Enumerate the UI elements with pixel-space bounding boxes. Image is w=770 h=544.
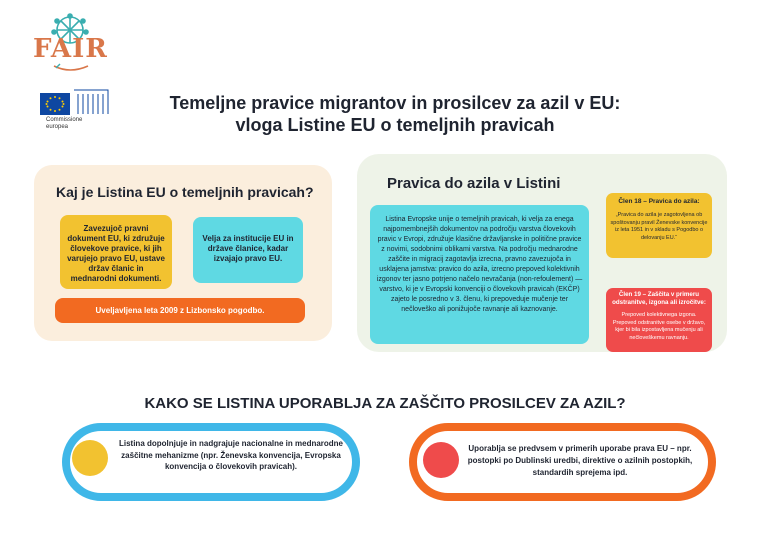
page-title-line1: Temeljne pravice migrantov in prosilcev za azil v EU: [169,93,621,113]
applies-to-card: Velja za institucije EU in države članice, kadar izvajajo pravo EU. [193,217,303,283]
article-19-card [606,288,712,352]
ec-caption [46,117,82,131]
article-18-card [606,193,712,258]
article-18-title: Člen 18 – Pravica do azila: [618,198,700,205]
page-title-line2: vloga Listine EU o temeljnih pravicah [235,115,555,135]
article-19-text: Prepoved kolektivnega izgona. Prepoved odstranitve osebe v državo, kjer bi bila izpostavljena mučenju ali nečloveškemu ravnanju. [612,312,706,341]
charter-definition-title: Kaj je Listina EU o temeljnih pravicah? [56,184,314,200]
page-title [140,92,650,136]
binding-document-card: Zavezujoč pravni dokument EU, ki združuje človekove pravice, ki jih varujejo pravo EU, ustave držav članic in mednarodni dokumenti. [60,215,172,289]
article-19-title: Člen 19 – Zaščita v primeru odstranitve, izgona ali izročitve: [612,291,706,306]
ec-caption-line2: europea [46,124,69,130]
lisbon-treaty-bar: Uveljavljena leta 2009 z Lizbonsko pogodbo. [55,298,305,323]
red-dot-icon [423,442,459,478]
yellow-dot-icon [72,440,108,476]
right-to-asylum-title: Pravica do azila v Listini [387,175,561,192]
charter-description-card: Listina Evropske unije o temeljnih pravicah, ki velja za enega najpomembnejših dokumentov na področju varstva človekovih pravic v Evropi, združuje klasične državljanske in politične pravice z novimi, sodobnimi oblikami varstva. Na področju mednarodne zaščite in migracij zagotavlja izrecna, pravno zavezujoča in usklajena jamstva: pravico do azila, izrecno prepoved kolektivnih izgonov ter jasno potrjeno načelo nevračanja (non-refoulement) — varstvo, ki je v Evropski konvenciji o človekovih pravicah (EKČP) zajeto le posredno v 3. členu, ki prepoveduje mučenje ter nečloveško ali ponižujoče ravnanje ali kaznovanje. [370,205,589,344]
complements-mechanisms-text: Listina dopolnjuje in nadgrajuje nacionalne in mednarodne zaščitne mehanizme (npr. Ženevska konvencija, Evropska konvencija o človekovih pravicah). [118,439,344,471]
ec-caption-line1: Commissione [46,117,83,123]
eu-law-application-text: Uporablja se predvsem v primerih uporabe prava EU – npr. postopki po Dublinski uredbi, direktive o azilnih postopkih, standardih sprejema ipd. [467,444,693,477]
fair-logo-text: FAIR [33,34,108,64]
article-18-text: „Pravica do azila je zagotovljena ob spoštovanju pravil Ženevske konvencije iz leta 1951 in v skladu s Pogodbo o delovanju EU.“ [610,212,708,241]
section-title: KAKO SE LISTINA UPORABLJA ZA ZAŠČITO PROSILCEV ZA AZIL? [144,395,626,412]
